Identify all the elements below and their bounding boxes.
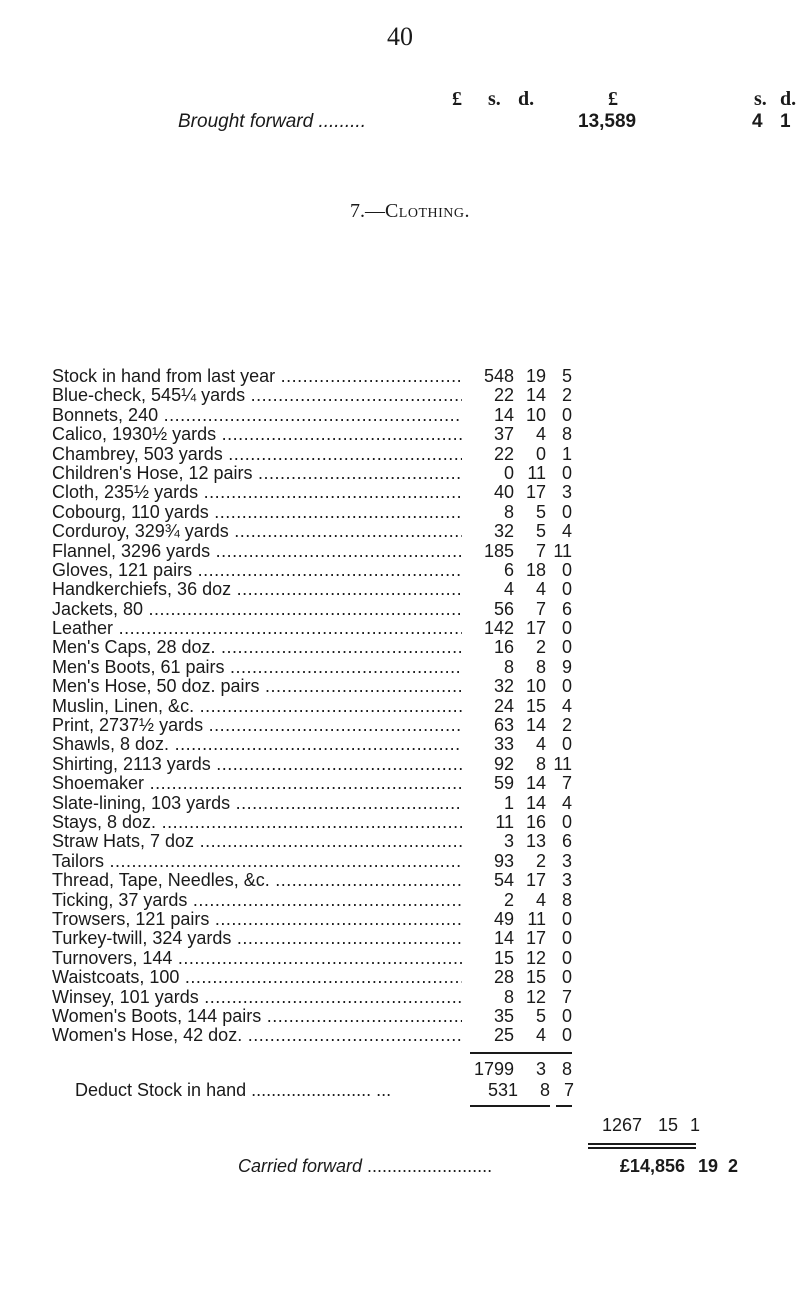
- item-label: Shoemaker .....: [52, 774, 462, 793]
- list-item: [52, 658, 572, 677]
- item-label: Men's Boots, 61 pairs .....: [52, 658, 462, 677]
- item-shillings: 4: [535, 734, 546, 755]
- item-shillings: 14: [525, 385, 546, 406]
- item-pounds: 548: [483, 366, 514, 386]
- net-pounds: 1267: [601, 1115, 642, 1135]
- item-label: Bonnets, 240 .....: [52, 406, 462, 425]
- item-pence: 0: [561, 501, 572, 522]
- item-shillings: 12: [525, 986, 546, 1007]
- item-label: Turnovers, 144 .....: [52, 949, 462, 968]
- item-pounds: 33: [493, 734, 514, 755]
- list-item: [52, 483, 572, 502]
- item-pounds: 2: [503, 889, 514, 910]
- item-pence: 0: [561, 676, 572, 697]
- item-pence: 6: [561, 831, 572, 852]
- deduct-label: Deduct Stock in hand ........................ ...: [75, 1080, 392, 1100]
- item-label: Stock in hand from last year .....: [52, 367, 462, 386]
- item-shillings: 4: [535, 424, 546, 445]
- item-shillings: 8: [535, 753, 546, 774]
- net-pence: 1: [689, 1115, 700, 1135]
- item-pounds: 185: [483, 540, 514, 561]
- item-shillings: 15: [525, 695, 546, 716]
- item-pence: 8: [561, 424, 572, 445]
- final-rule-double: [588, 1147, 696, 1149]
- item-label: Women's Boots, 144 pairs .....: [52, 1007, 462, 1026]
- item-shillings: 17: [525, 618, 546, 639]
- item-pence: 0: [561, 967, 572, 988]
- list-item: [52, 425, 572, 444]
- brought-forward-pounds: 13,589: [578, 111, 637, 132]
- section-title: [0, 200, 800, 223]
- item-pounds: 11: [495, 811, 514, 832]
- item-label: Slate-lining, 103 yards .....: [52, 794, 462, 813]
- list-item: [52, 445, 572, 464]
- item-label: Muslin, Linen, &c. .....: [52, 697, 462, 716]
- list-item: [52, 561, 572, 580]
- item-shillings: 2: [535, 850, 546, 871]
- brought-forward-pence: 1: [780, 111, 791, 132]
- list-item: [52, 871, 572, 890]
- deduct-line: [75, 1079, 595, 1101]
- item-pounds: 92: [493, 753, 514, 774]
- item-pence: 0: [561, 908, 572, 929]
- item-pounds: 0: [503, 462, 514, 483]
- list-item: [52, 619, 572, 638]
- list-item: [52, 929, 572, 948]
- item-pence: 0: [561, 618, 572, 639]
- carried-forward-label: Carried forward: [238, 1156, 363, 1176]
- list-item: [52, 988, 572, 1007]
- item-label: Women's Hose, 42 doz. .....: [52, 1026, 462, 1045]
- pound-header: £: [452, 88, 462, 110]
- item-pence: 0: [561, 928, 572, 949]
- item-pence: 3: [561, 850, 572, 871]
- item-pence: 4: [561, 792, 572, 813]
- item-label: Ticking, 37 yards .....: [52, 891, 462, 910]
- item-label: Shawls, 8 doz. .....: [52, 735, 462, 754]
- item-shillings: 2: [535, 637, 546, 658]
- deduct-shillings: 8: [539, 1080, 550, 1100]
- item-pence: 9: [561, 656, 572, 677]
- item-shillings: 11: [527, 908, 546, 929]
- item-pounds: 8: [503, 501, 514, 522]
- carried-forward-pounds: £14,856: [619, 1156, 685, 1176]
- item-shillings: 17: [525, 928, 546, 949]
- pound-header: £: [608, 88, 618, 110]
- item-shillings: 5: [535, 1005, 546, 1026]
- carried-forward-pence: 2: [727, 1156, 738, 1176]
- list-item: [52, 735, 572, 754]
- item-label: Cloth, 235½ yards .....: [52, 483, 462, 502]
- item-pence: 0: [561, 462, 572, 483]
- item-shillings: 4: [535, 579, 546, 600]
- item-pounds: 1: [503, 792, 514, 813]
- item-label: Blue-check, 545¼ yards .....: [52, 386, 462, 405]
- shilling-header: s.: [754, 88, 767, 110]
- item-pounds: 28: [493, 967, 514, 988]
- item-label: Calico, 1930½ yards .....: [52, 425, 462, 444]
- item-shillings: 17: [525, 482, 546, 503]
- item-pounds: 37: [493, 424, 514, 445]
- item-label: Children's Hose, 12 pairs .....: [52, 464, 462, 483]
- item-pounds: 8: [503, 986, 514, 1007]
- item-label: Shirting, 2113 yards .....: [52, 755, 462, 774]
- item-pence: 7: [561, 773, 572, 794]
- item-pounds: 8: [503, 656, 514, 677]
- item-label: Print, 2737½ yards .....: [52, 716, 462, 735]
- item-pence: 3: [561, 482, 572, 503]
- subtotal-shillings: 3: [535, 1059, 546, 1079]
- page-number: 40: [387, 22, 413, 51]
- carried-forward-line: Carried forward ......................... £14,856 19 2: [238, 1156, 738, 1176]
- item-label: Jackets, 80 .....: [52, 600, 462, 619]
- item-shillings: 7: [535, 540, 546, 561]
- list-item: [52, 638, 572, 657]
- item-pounds: 22: [493, 443, 514, 464]
- deduct-pounds: 531: [487, 1080, 518, 1100]
- list-item: [52, 852, 572, 871]
- net-shillings: 15: [657, 1115, 678, 1135]
- item-pence: 11: [553, 540, 572, 561]
- deduct-rule-dash: [556, 1105, 572, 1107]
- item-pounds: 14: [493, 404, 514, 425]
- item-label: Corduroy, 329¾ yards .....: [52, 522, 462, 541]
- list-item: [52, 503, 572, 522]
- subtotal-pounds: 1799: [473, 1059, 514, 1079]
- list-item: [52, 600, 572, 619]
- list-item: [52, 464, 572, 483]
- subtotal-pence: 8: [561, 1059, 572, 1079]
- final-rule: [588, 1143, 696, 1145]
- item-pence: 4: [561, 521, 572, 542]
- item-label: Waistcoats, 100 .....: [52, 968, 462, 987]
- section-name: Clothing.: [384, 200, 471, 222]
- item-shillings: 4: [535, 889, 546, 910]
- list-item: [52, 968, 572, 987]
- item-shillings: 14: [525, 773, 546, 794]
- item-label: Leather .....: [52, 619, 462, 638]
- list-item: [52, 716, 572, 735]
- list-item: [52, 406, 572, 425]
- item-pounds: 63: [493, 715, 514, 736]
- item-pounds: 3: [503, 831, 514, 852]
- item-shillings: 18: [525, 559, 546, 580]
- list-item: [52, 813, 572, 832]
- list-item: [52, 542, 572, 561]
- net-total-line: [590, 1114, 790, 1136]
- item-shillings: 5: [535, 521, 546, 542]
- item-pence: 0: [561, 637, 572, 658]
- item-pence: 7: [561, 986, 572, 1007]
- item-pence: 0: [561, 579, 572, 600]
- item-pence: 1: [561, 443, 572, 464]
- item-pence: 0: [561, 734, 572, 755]
- item-shillings: 14: [525, 715, 546, 736]
- item-pounds: 16: [493, 637, 514, 658]
- item-pounds: 25: [493, 1025, 514, 1046]
- item-label: Handkerchiefs, 36 doz .....: [52, 580, 462, 599]
- brought-forward-shillings: 4: [752, 111, 763, 132]
- item-label: Straw Hats, 7 doz .....: [52, 832, 462, 851]
- list-item: [52, 910, 572, 929]
- item-pounds: 14: [493, 928, 514, 949]
- item-label: Tailors .....: [52, 852, 462, 871]
- list-item: [52, 580, 572, 599]
- list-item: [52, 755, 572, 774]
- item-pounds: 32: [493, 676, 514, 697]
- section-number: 7.—: [349, 200, 385, 222]
- item-label: Men's Hose, 50 doz. pairs .....: [52, 677, 462, 696]
- item-label: Stays, 8 doz. .....: [52, 813, 462, 832]
- item-shillings: 13: [525, 831, 546, 852]
- item-pounds: 35: [493, 1005, 514, 1026]
- item-pence: 3: [561, 870, 572, 891]
- item-pounds: 49: [493, 908, 514, 929]
- list-item: [52, 794, 572, 813]
- item-pence: 5: [561, 366, 572, 386]
- item-pence: 0: [561, 811, 572, 832]
- item-shillings: 16: [525, 811, 546, 832]
- item-label: Men's Caps, 28 doz. .....: [52, 638, 462, 657]
- item-label: Gloves, 121 pairs .....: [52, 561, 462, 580]
- item-pounds: 22: [493, 385, 514, 406]
- deduct-pence: 7: [563, 1080, 574, 1100]
- item-pounds: 56: [493, 598, 514, 619]
- item-shillings: 12: [525, 947, 546, 968]
- item-pounds: 6: [503, 559, 514, 580]
- pence-header: d.: [780, 88, 797, 110]
- item-shillings: 5: [535, 501, 546, 522]
- item-label: Turkey-twill, 324 yards .....: [52, 929, 462, 948]
- item-label: Chambrey, 503 yards .....: [52, 445, 462, 464]
- item-pence: 0: [561, 947, 572, 968]
- item-pounds: 142: [483, 618, 514, 639]
- deduct-rule: [470, 1105, 550, 1107]
- list-item: [52, 367, 572, 386]
- list-item: [52, 1007, 572, 1026]
- item-pounds: 4: [503, 579, 514, 600]
- item-pence: 2: [561, 715, 572, 736]
- item-label: Winsey, 101 yards .....: [52, 988, 462, 1007]
- list-item: [52, 386, 572, 405]
- item-shillings: 0: [535, 443, 546, 464]
- item-pounds: 32: [493, 521, 514, 542]
- item-pounds: 15: [493, 947, 514, 968]
- list-item: [52, 1026, 572, 1045]
- item-pence: 0: [561, 1005, 572, 1026]
- list-item: [52, 697, 572, 716]
- item-shillings: 17: [525, 870, 546, 891]
- brought-forward-label: Brought forward .........: [178, 111, 366, 132]
- item-shillings: 7: [535, 598, 546, 619]
- item-shillings: 8: [535, 656, 546, 677]
- list-item: [52, 677, 572, 696]
- item-label: Trowsers, 121 pairs .....: [52, 910, 462, 929]
- list-item: [52, 774, 572, 793]
- carried-forward-shillings: 19: [697, 1156, 718, 1176]
- item-pounds: 93: [493, 850, 514, 871]
- list-item: [52, 832, 572, 851]
- pence-header: d.: [518, 88, 535, 110]
- item-label: Cobourg, 110 yards .....: [52, 503, 462, 522]
- item-shillings: 19: [525, 366, 546, 386]
- item-label: Flannel, 3296 yards .....: [52, 542, 462, 561]
- item-shillings: 4: [535, 1025, 546, 1046]
- shilling-header: s.: [488, 88, 501, 110]
- item-shillings: 11: [527, 462, 546, 483]
- item-pence: 0: [561, 404, 572, 425]
- item-shillings: 15: [525, 967, 546, 988]
- item-pence: 0: [561, 559, 572, 580]
- item-pounds: 40: [493, 482, 514, 503]
- item-label: Thread, Tape, Needles, &c. .....: [52, 871, 462, 890]
- list-item: [52, 891, 572, 910]
- item-pence: 6: [561, 598, 572, 619]
- item-pence: 8: [561, 889, 572, 910]
- item-pence: 4: [561, 695, 572, 716]
- subtotal-rule: [470, 1052, 572, 1054]
- item-pence: 11: [553, 753, 572, 774]
- item-pounds: 59: [493, 773, 514, 794]
- item-shillings: 10: [525, 404, 546, 425]
- item-pounds: 54: [493, 870, 514, 891]
- item-shillings: 10: [525, 676, 546, 697]
- list-item: [52, 522, 572, 541]
- item-shillings: 14: [525, 792, 546, 813]
- subtotal-line: [472, 1058, 592, 1080]
- item-pounds: 24: [493, 695, 514, 716]
- item-pence: 2: [561, 385, 572, 406]
- item-pence: 0: [561, 1025, 572, 1046]
- clothing-items-list: [52, 367, 572, 1046]
- list-item: [52, 949, 572, 968]
